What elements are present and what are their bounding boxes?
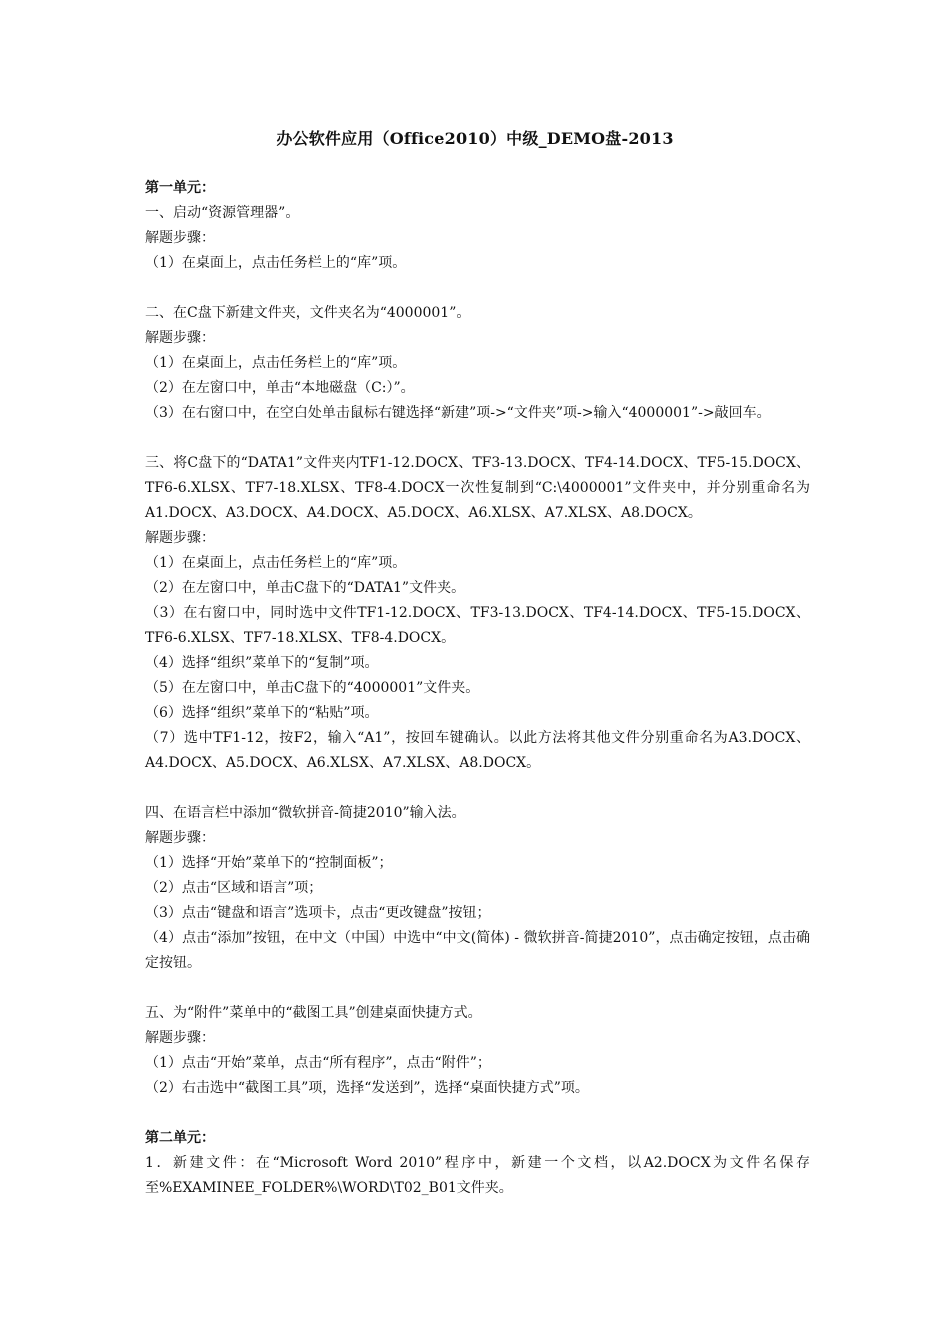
q3-step-2: （2）在左窗口中，单击C盘下的“DATA1”文件夹。	[145, 580, 466, 596]
q5-steps-label: 解题步骤：	[145, 1030, 215, 1046]
q3-step-7: （7）选中TF1-12，按F2，输入“A1”，按回车键确认。以此方法将其他文件分别重命名为A3.DOCX、A4.DOCX、A5.DOCX、A6.XLSX、A7.XLSX、A8.DOCX。	[145, 730, 810, 771]
q5-question: 五、为“附件”菜单中的“截图工具”创建桌面快捷方式。	[145, 1005, 482, 1021]
paragraph-gap	[145, 776, 810, 801]
q5-step-2: （2）右击选中“截图工具”项，选择“发送到”，选择“桌面快捷方式”项。	[145, 1080, 589, 1096]
unit2-item-1: 1．新建文件：在“Microsoft Word 2010”程序中，新建一个文档，以A2.DOCX为文件名保存至%EXAMINEE_FOLDER%\WORD\T02_B01文件夹。	[145, 1155, 810, 1196]
q1-question: 一、启动“资源管理器”。	[145, 205, 300, 221]
q1-step-1: （1）在桌面上，点击任务栏上的“库”项。	[145, 255, 407, 271]
unit1-heading: 第一单元：	[145, 180, 215, 196]
q2-steps-label: 解题步骤：	[145, 330, 215, 346]
q3-step-4: （4）选择“组织”菜单下的“复制”项。	[145, 655, 379, 671]
q4-question: 四、在语言栏中添加“微软拼音-简捷2010”输入法。	[145, 805, 466, 821]
q4-step-4: （4）点击“添加”按钮，在中文（中国）中选中“中文(简体) - 微软拼音-简捷2010”，点击确定按钮，点击确定按钮。	[145, 930, 810, 971]
unit2-heading: 第二单元：	[145, 1130, 215, 1146]
q4-step-1: （1）选择“开始”菜单下的“控制面板”；	[145, 855, 393, 871]
q2-step-2: （2）在左窗口中，单击“本地磁盘（C:）”。	[145, 380, 415, 396]
paragraph-gap	[145, 276, 810, 301]
q4-steps-label: 解题步骤：	[145, 830, 215, 846]
q2-step-3: （3）在右窗口中，在空白处单击鼠标右键选择“新建”项->“文件夹”项->输入“4000001”->敲回车。	[145, 405, 771, 421]
paragraph-gap	[145, 1101, 810, 1126]
q4-step-3: （3）点击“键盘和语言”选项卡，点击“更改键盘”按钮；	[145, 905, 491, 921]
document-title: 办公软件应用（Office2010）中级_DEMO盘-2013	[276, 129, 674, 148]
q3-step-6: （6）选择“组织”菜单下的“粘贴”项。	[145, 705, 379, 721]
q4-step-2: （2）点击“区域和语言”项；	[145, 880, 323, 896]
q2-question: 二、在C盘下新建文件夹，文件夹名为“4000001”。	[145, 305, 471, 321]
q5-step-1: （1）点击“开始”菜单，点击“所有程序”，点击“附件”；	[145, 1055, 491, 1071]
q3-steps-label: 解题步骤：	[145, 530, 215, 546]
q3-question: 三、将C盘下的“DATA1”文件夹内TF1-12.DOCX、TF3-13.DOCX、TF4-14.DOCX、TF5-15.DOCX、TF6-6.XLSX、TF7-18.XLSX、TF8-4.DOCX一次性复制到“C:\4000001”文件夹中，并分别重命名为A1.DOCX、A3.DOCX、A4.DOCX、A5.DOCX、A6.XLSX、A7.XLSX、A8.DOCX。	[145, 455, 810, 521]
q3-step-1: （1）在桌面上，点击任务栏上的“库”项。	[145, 555, 407, 571]
q2-step-1: （1）在桌面上，点击任务栏上的“库”项。	[145, 355, 407, 371]
paragraph-gap	[145, 426, 810, 451]
paragraph-gap	[145, 976, 810, 1001]
q1-steps-label: 解题步骤：	[145, 230, 215, 246]
q3-step-5: （5）在左窗口中，单击C盘下的“4000001”文件夹。	[145, 680, 480, 696]
document-body	[145, 176, 810, 1201]
q3-step-3: （3）在右窗口中，同时选中文件TF1-12.DOCX、TF3-13.DOCX、TF4-14.DOCX、TF5-15.DOCX、TF6-6.XLSX、TF7-18.XLSX、TF8-4.DOCX。	[145, 605, 810, 646]
